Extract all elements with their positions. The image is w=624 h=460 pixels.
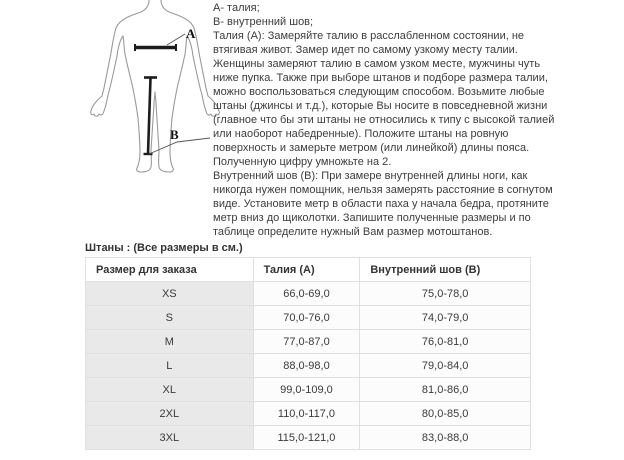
waist-cell: 110,0-117,0 [253,402,360,426]
table-header-row [86,258,531,282]
table-row [86,354,531,378]
waist-cell: 77,0-87,0 [253,330,360,354]
table-title: Штаны : (Все размеры в см.) [85,242,243,254]
body-measurement-diagram [89,0,221,180]
waist-cell: 70,0-76,0 [253,306,360,330]
instruction-line: А- талия; [213,2,260,14]
instruction-line: можно воспользоваться следующим способом. Возьмите любые [213,86,545,98]
size-table [85,257,531,450]
instruction-line: никогда нужен помощник, нельзя замерять расстояние в согнутом [213,184,553,196]
inseam-cell: 75,0-78,0 [360,282,531,306]
inseam-cell: 81,0-86,0 [360,378,531,402]
instruction-line: таблице определите нужный Вам размер мотоштанов. [213,226,493,238]
instruction-line: или наоборот набедренные). Положите штаны на ровную [213,128,509,140]
instruction-line: виде. Установите метр в области паха у начала бедра, протяните [213,198,549,210]
instruction-line: Женщины замеряют талию в самом узком месте, мужчины чуть [213,58,541,70]
inseam-label-b: B [170,127,179,142]
inseam-cell: 83,0-88,0 [360,426,531,450]
size-cell: L [86,354,254,378]
instruction-line: Полученную цифру умножьте на 2. [213,156,392,168]
table-row [86,402,531,426]
size-cell: 3XL [86,426,254,450]
size-cell: XS [86,282,254,306]
measurement-instructions [213,1,554,239]
waist-cell: 88,0-98,0 [253,354,360,378]
size-cell: XL [86,378,254,402]
waist-cell: 66,0-69,0 [253,282,360,306]
instruction-line: метр вниз до щиколотки. Запишите полученные размеры и по [213,212,531,224]
table-row [86,330,531,354]
table-row [86,282,531,306]
waist-cell: 115,0-121,0 [253,426,360,450]
instruction-line: ниже пупка. Также при выборе штанов и подборе размера талии, [213,72,548,84]
instruction-line: (главное что бы эти штаны не относились к типу с высокой талией [213,114,555,126]
instruction-line: В- внутренний шов; [213,16,314,28]
instruction-line: втягивая живот. Замер идет по самому узкому месту талии. [213,44,518,56]
col-header-size: Размер для заказа [86,258,254,282]
waist-measure-bar [135,44,176,51]
inseam-cell: 80,0-85,0 [360,402,531,426]
instruction-line: поверхность и замерьте метром (или линейкой) длины пояса. [213,142,530,154]
col-header-inseam: Внутренний шов (В) [360,258,531,282]
size-cell: 2XL [86,402,254,426]
instruction-line: Внутренний шов (В): При замере внутренней длины ноги, как [213,170,528,182]
inseam-measure-bar [144,78,158,155]
waist-label-a: A [186,26,196,41]
table-row [86,426,531,450]
inseam-cell: 76,0-81,0 [360,330,531,354]
size-cell: M [86,330,254,354]
col-header-waist: Талия (А) [253,258,360,282]
waist-pointer-line [167,34,185,45]
inseam-cell: 74,0-79,0 [360,306,531,330]
size-cell: S [86,306,254,330]
inseam-cell: 79,0-84,0 [360,354,531,378]
table-row [86,306,531,330]
waist-cell: 99,0-109,0 [253,378,360,402]
instruction-line: Талия (А): Замеряйте талию в расслабленном состоянии, не [213,30,525,42]
table-row [86,378,531,402]
body-outline [91,0,220,172]
instruction-line: штаны (джинсы и т.д.), которые Вы носите в повседневной жизни [213,100,548,112]
